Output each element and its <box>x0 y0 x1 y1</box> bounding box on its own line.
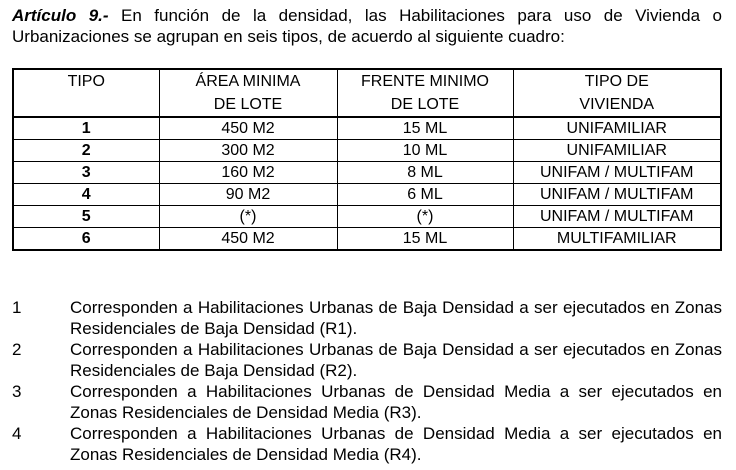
table-header-row <box>13 69 721 117</box>
cell-frente: 8 ML <box>337 162 513 184</box>
header-vivienda-line2: VIVIENDA <box>579 96 655 113</box>
cell-vivienda: MULTIFAMILIAR <box>513 228 721 251</box>
note-text: Corresponden a Habilitaciones Urbanas de Baja Densidad a ser ejecutados en Zonas Residenciales de Baja Densidad (R1). <box>70 298 722 338</box>
header-area-line2: DE LOTE <box>213 96 283 113</box>
cell-frente: (*) <box>337 206 513 228</box>
cell-area: 450 M2 <box>159 117 337 140</box>
cell-tipo: 1 <box>13 117 159 140</box>
notes-list <box>12 297 722 465</box>
cell-area: 90 M2 <box>159 184 337 206</box>
cell-vivienda: UNIFAM / MULTIFAM <box>513 162 721 184</box>
header-frente-line1: FRENTE MINIMO <box>361 73 489 90</box>
cell-vivienda: UNIFAMILIAR <box>513 140 721 162</box>
cell-vivienda: UNIFAM / MULTIFAM <box>513 206 721 228</box>
cell-frente: 10 ML <box>337 140 513 162</box>
cell-vivienda: UNIFAM / MULTIFAM <box>513 184 721 206</box>
cell-area: (*) <box>159 206 337 228</box>
table-row <box>13 140 721 162</box>
note-number: 2 <box>12 340 22 359</box>
cell-frente: 15 ML <box>337 117 513 140</box>
table-row <box>13 228 721 251</box>
cell-frente: 15 ML <box>337 228 513 251</box>
header-frente-line2: DE LOTE <box>390 96 460 113</box>
table-row <box>13 206 721 228</box>
header-tipo <box>13 69 159 117</box>
header-frente-minimo <box>337 69 513 117</box>
header-tipo-vivienda <box>513 69 721 117</box>
cell-area: 300 M2 <box>159 140 337 162</box>
cell-area: 450 M2 <box>159 228 337 251</box>
note-number: 3 <box>12 382 22 401</box>
list-item <box>12 297 722 339</box>
header-tipo-label: TIPO <box>67 73 105 90</box>
list-item <box>12 381 722 423</box>
header-area-minima <box>159 69 337 117</box>
article-heading: Artículo 9.- <box>12 6 109 25</box>
list-item <box>12 339 722 381</box>
cell-tipo: 2 <box>13 140 159 162</box>
housing-types-table <box>12 68 722 251</box>
article-text: En función de la densidad, las Habilitaciones para uso de Vivienda o Urbanizaciones se agrupan en seis tipos, de acuerdo al siguiente cuadro: <box>12 6 722 46</box>
cell-vivienda: UNIFAMILIAR <box>513 117 721 140</box>
cell-tipo: 6 <box>13 228 159 251</box>
article-intro <box>12 5 722 47</box>
cell-tipo: 4 <box>13 184 159 206</box>
list-item <box>12 423 722 465</box>
header-area-line1: ÁREA MINIMA <box>195 73 301 90</box>
note-number: 1 <box>12 298 22 317</box>
table-row <box>13 117 721 140</box>
note-text: Corresponden a Habilitaciones Urbanas de Densidad Media a ser ejecutados en Zonas Residenciales de Densidad Media (R4). <box>70 424 722 464</box>
cell-tipo: 5 <box>13 206 159 228</box>
note-number: 4 <box>12 424 22 443</box>
note-text: Corresponden a Habilitaciones Urbanas de Baja Densidad a ser ejecutados en Zonas Residenciales de Baja Densidad (R2). <box>70 340 722 380</box>
note-text: Corresponden a Habilitaciones Urbanas de Densidad Media a ser ejecutados en Zonas Residenciales de Densidad Media (R3). <box>70 382 722 422</box>
cell-area: 160 M2 <box>159 162 337 184</box>
header-vivienda-line1: TIPO DE <box>584 73 649 90</box>
cell-frente: 6 ML <box>337 184 513 206</box>
table-row <box>13 184 721 206</box>
cell-tipo: 3 <box>13 162 159 184</box>
table-row <box>13 162 721 184</box>
